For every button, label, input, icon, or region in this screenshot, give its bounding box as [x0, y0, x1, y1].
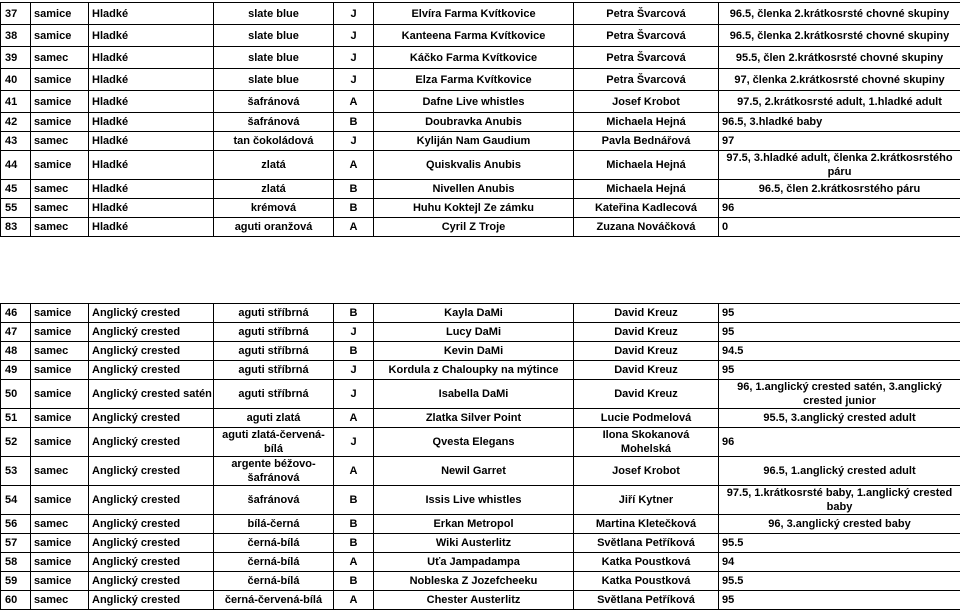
sex-cell: samice: [31, 91, 89, 113]
table-row: [1, 69, 960, 91]
results-table-hladke: [0, 2, 960, 237]
color-cell: zlatá: [214, 151, 334, 180]
animal-name-cell: Qvesta Elegans: [374, 428, 574, 457]
table-row: [1, 304, 960, 323]
breed-cell: Anglický crested: [89, 457, 214, 486]
score-cell: 96: [719, 199, 960, 218]
table-row: [1, 180, 960, 199]
entry-number: 51: [1, 409, 31, 428]
animal-name-cell: Kanteena Farma Kvítkovice: [374, 25, 574, 47]
owner-cell: David Kreuz: [574, 361, 719, 380]
color-cell: šafránová: [214, 486, 334, 515]
sex-cell: samice: [31, 304, 89, 323]
breed-cell: Anglický crested: [89, 572, 214, 591]
score-cell: 96.5, členka 2.krátkosrsté chovné skupiny: [719, 25, 960, 47]
breed-cell: Hladké: [89, 151, 214, 180]
animal-name-cell: Issis Live whistles: [374, 486, 574, 515]
owner-cell: David Kreuz: [574, 323, 719, 342]
entry-number: 45: [1, 180, 31, 199]
breed-cell: Hladké: [89, 199, 214, 218]
color-cell: aguti oranžová: [214, 218, 334, 237]
class-cell: A: [334, 457, 374, 486]
animal-name-cell: Nobleska Z Jozefcheeku: [374, 572, 574, 591]
score-cell: 94.5: [719, 342, 960, 361]
breed-cell: Anglický crested satén: [89, 380, 214, 409]
owner-cell: Petra Švarcová: [574, 47, 719, 69]
owner-cell: Martina Kletečková: [574, 515, 719, 534]
breed-cell: Hladké: [89, 47, 214, 69]
sex-cell: samec: [31, 180, 89, 199]
class-cell: B: [334, 113, 374, 132]
class-cell: J: [334, 323, 374, 342]
color-cell: slate blue: [214, 25, 334, 47]
entry-number: 47: [1, 323, 31, 342]
animal-name-cell: Nivellen Anubis: [374, 180, 574, 199]
owner-cell: Ilona Skokanová Mohelská: [574, 428, 719, 457]
sex-cell: samice: [31, 553, 89, 572]
class-cell: A: [334, 591, 374, 610]
breed-cell: Anglický crested: [89, 534, 214, 553]
sex-cell: samice: [31, 361, 89, 380]
animal-name-cell: Lucy DaMi: [374, 323, 574, 342]
class-cell: B: [334, 534, 374, 553]
sex-cell: samice: [31, 486, 89, 515]
class-cell: J: [334, 132, 374, 151]
color-cell: aguti stříbrná: [214, 342, 334, 361]
sex-cell: samice: [31, 323, 89, 342]
color-cell: černá-červená-bílá: [214, 591, 334, 610]
animal-name-cell: Kayla DaMi: [374, 304, 574, 323]
class-cell: J: [334, 380, 374, 409]
entry-number: 48: [1, 342, 31, 361]
table-row: [1, 591, 960, 610]
color-cell: aguti zlatá: [214, 409, 334, 428]
score-cell: 95.5: [719, 534, 960, 553]
table-row: [1, 113, 960, 132]
class-cell: A: [334, 91, 374, 113]
animal-name-cell: Zlatka Silver Point: [374, 409, 574, 428]
entry-number: 49: [1, 361, 31, 380]
sex-cell: samec: [31, 457, 89, 486]
table-row: [1, 572, 960, 591]
animal-name-cell: Erkan Metropol: [374, 515, 574, 534]
animal-name-cell: Isabella DaMi: [374, 380, 574, 409]
score-cell: 95: [719, 323, 960, 342]
color-cell: aguti stříbrná: [214, 361, 334, 380]
animal-name-cell: Dafne Live whistles: [374, 91, 574, 113]
color-cell: krémová: [214, 199, 334, 218]
sex-cell: samec: [31, 342, 89, 361]
entry-number: 55: [1, 199, 31, 218]
sex-cell: samice: [31, 572, 89, 591]
score-cell: 96, 1.anglický crested satén, 3.anglický crested junior: [719, 380, 960, 409]
score-cell: 96.5, 1.anglický crested adult: [719, 457, 960, 486]
sex-cell: samec: [31, 591, 89, 610]
entry-number: 52: [1, 428, 31, 457]
breed-cell: Anglický crested: [89, 591, 214, 610]
class-cell: A: [334, 218, 374, 237]
score-cell: 95.5: [719, 572, 960, 591]
entry-number: 37: [1, 3, 31, 25]
score-cell: 95: [719, 304, 960, 323]
animal-name-cell: Káčko Farma Kvítkovice: [374, 47, 574, 69]
owner-cell: Pavla Bednářová: [574, 132, 719, 151]
table-row: [1, 3, 960, 25]
color-cell: tan čokoládová: [214, 132, 334, 151]
color-cell: slate blue: [214, 47, 334, 69]
breed-cell: Anglický crested: [89, 428, 214, 457]
animal-name-cell: Uťa Jampadampa: [374, 553, 574, 572]
breed-cell: Hladké: [89, 180, 214, 199]
sex-cell: samice: [31, 25, 89, 47]
color-cell: aguti zlatá-červená-bílá: [214, 428, 334, 457]
class-cell: J: [334, 3, 374, 25]
sex-cell: samice: [31, 151, 89, 180]
color-cell: slate blue: [214, 3, 334, 25]
owner-cell: Světlana Petříková: [574, 534, 719, 553]
score-cell: 0: [719, 218, 960, 237]
animal-name-cell: Wiki Austerlitz: [374, 534, 574, 553]
owner-cell: Petra Švarcová: [574, 25, 719, 47]
owner-cell: Michaela Hejná: [574, 151, 719, 180]
sex-cell: samice: [31, 534, 89, 553]
owner-cell: Josef Krobot: [574, 457, 719, 486]
sex-cell: samice: [31, 380, 89, 409]
entry-number: 54: [1, 486, 31, 515]
entry-number: 58: [1, 553, 31, 572]
entry-number: 50: [1, 380, 31, 409]
table-row: [1, 91, 960, 113]
sex-cell: samice: [31, 409, 89, 428]
class-cell: J: [334, 47, 374, 69]
sex-cell: samice: [31, 69, 89, 91]
entry-number: 60: [1, 591, 31, 610]
table-row: [1, 199, 960, 218]
color-cell: aguti stříbrná: [214, 380, 334, 409]
owner-cell: Petra Švarcová: [574, 3, 719, 25]
sex-cell: samec: [31, 218, 89, 237]
owner-cell: Jiří Kytner: [574, 486, 719, 515]
color-cell: bílá-černá: [214, 515, 334, 534]
class-cell: B: [334, 342, 374, 361]
owner-cell: Katka Poustková: [574, 572, 719, 591]
score-cell: 96.5, 3.hladké baby: [719, 113, 960, 132]
table-row: [1, 486, 960, 515]
class-cell: A: [334, 409, 374, 428]
class-cell: A: [334, 151, 374, 180]
breed-cell: Anglický crested: [89, 553, 214, 572]
table-row: [1, 409, 960, 428]
breed-cell: Hladké: [89, 132, 214, 151]
owner-cell: Michaela Hejná: [574, 113, 719, 132]
entry-number: 56: [1, 515, 31, 534]
table-row: [1, 132, 960, 151]
color-cell: černá-bílá: [214, 572, 334, 591]
table-row: [1, 151, 960, 180]
score-cell: 95: [719, 361, 960, 380]
entry-number: 46: [1, 304, 31, 323]
table-row: [1, 342, 960, 361]
animal-name-cell: Kordula z Chaloupky na mýtince: [374, 361, 574, 380]
owner-cell: David Kreuz: [574, 342, 719, 361]
animal-name-cell: Kyliján Nam Gaudium: [374, 132, 574, 151]
owner-cell: David Kreuz: [574, 304, 719, 323]
entry-number: 40: [1, 69, 31, 91]
color-cell: slate blue: [214, 69, 334, 91]
color-cell: šafránová: [214, 91, 334, 113]
sex-cell: samice: [31, 113, 89, 132]
color-cell: černá-bílá: [214, 553, 334, 572]
breed-cell: Hladké: [89, 218, 214, 237]
table-row: [1, 25, 960, 47]
table-row: [1, 553, 960, 572]
class-cell: B: [334, 180, 374, 199]
score-cell: 95: [719, 591, 960, 610]
breed-cell: Anglický crested: [89, 361, 214, 380]
entry-number: 43: [1, 132, 31, 151]
breed-cell: Anglický crested: [89, 409, 214, 428]
entry-number: 42: [1, 113, 31, 132]
breed-cell: Anglický crested: [89, 304, 214, 323]
breed-cell: Anglický crested: [89, 342, 214, 361]
entry-number: 57: [1, 534, 31, 553]
table-row: [1, 218, 960, 237]
animal-name-cell: Huhu Koktejl Ze zámku: [374, 199, 574, 218]
owner-cell: Josef Krobot: [574, 91, 719, 113]
table-row: [1, 534, 960, 553]
owner-cell: Kateřina Kadlecová: [574, 199, 719, 218]
score-cell: 97: [719, 132, 960, 151]
sex-cell: samec: [31, 47, 89, 69]
score-cell: 94: [719, 553, 960, 572]
entry-number: 83: [1, 218, 31, 237]
table-row: [1, 457, 960, 486]
entry-number: 44: [1, 151, 31, 180]
breed-cell: Hladké: [89, 113, 214, 132]
animal-name-cell: Chester Austerlitz: [374, 591, 574, 610]
owner-cell: Katka Poustková: [574, 553, 719, 572]
score-cell: 96.5, členka 2.krátkosrsté chovné skupiny: [719, 3, 960, 25]
entry-number: 53: [1, 457, 31, 486]
sex-cell: samec: [31, 199, 89, 218]
class-cell: B: [334, 515, 374, 534]
animal-name-cell: Kevin DaMi: [374, 342, 574, 361]
class-cell: B: [334, 572, 374, 591]
animal-name-cell: Doubravka Anubis: [374, 113, 574, 132]
table-row: [1, 323, 960, 342]
score-cell: 96: [719, 428, 960, 457]
breed-cell: Anglický crested: [89, 486, 214, 515]
entry-number: 59: [1, 572, 31, 591]
score-cell: 96, 3.anglický crested baby: [719, 515, 960, 534]
sex-cell: samec: [31, 132, 89, 151]
color-cell: aguti stříbrná: [214, 323, 334, 342]
score-cell: 97.5, 2.krátkosrsté adult, 1.hladké adult: [719, 91, 960, 113]
class-cell: J: [334, 25, 374, 47]
breed-cell: Hladké: [89, 25, 214, 47]
score-cell: 96.5, člen 2.krátkosrstého páru: [719, 180, 960, 199]
table-row: [1, 515, 960, 534]
breed-cell: Hladké: [89, 3, 214, 25]
entry-number: 41: [1, 91, 31, 113]
class-cell: B: [334, 304, 374, 323]
owner-cell: Lucie Podmelová: [574, 409, 719, 428]
class-cell: A: [334, 553, 374, 572]
color-cell: černá-bílá: [214, 534, 334, 553]
owner-cell: Zuzana Nováčková: [574, 218, 719, 237]
sex-cell: samice: [31, 428, 89, 457]
entry-number: 39: [1, 47, 31, 69]
animal-name-cell: Elvíra Farma Kvítkovice: [374, 3, 574, 25]
table-row: [1, 361, 960, 380]
owner-cell: Michaela Hejná: [574, 180, 719, 199]
class-cell: J: [334, 428, 374, 457]
breed-cell: Anglický crested: [89, 323, 214, 342]
animal-name-cell: Newil Garret: [374, 457, 574, 486]
animal-name-cell: Quiskvalis Anubis: [374, 151, 574, 180]
score-cell: 97.5, 1.krátkosrsté baby, 1.anglický crested baby: [719, 486, 960, 515]
class-cell: B: [334, 486, 374, 515]
class-cell: J: [334, 69, 374, 91]
animal-name-cell: Elza Farma Kvítkovice: [374, 69, 574, 91]
breed-cell: Hladké: [89, 91, 214, 113]
class-cell: B: [334, 199, 374, 218]
owner-cell: David Kreuz: [574, 380, 719, 409]
table-row: [1, 47, 960, 69]
score-cell: 95.5, 3.anglický crested adult: [719, 409, 960, 428]
color-cell: šafránová: [214, 113, 334, 132]
table-row: [1, 380, 960, 409]
color-cell: argente béžovo-šafránová: [214, 457, 334, 486]
score-cell: 97, členka 2.krátkosrsté chovné skupiny: [719, 69, 960, 91]
owner-cell: Petra Švarcová: [574, 69, 719, 91]
animal-name-cell: Cyril Z Troje: [374, 218, 574, 237]
table-row: [1, 428, 960, 457]
entry-number: 38: [1, 25, 31, 47]
breed-cell: Anglický crested: [89, 515, 214, 534]
sex-cell: samec: [31, 515, 89, 534]
score-cell: 97.5, 3.hladké adult, členka 2.krátkosrstého páru: [719, 151, 960, 180]
score-cell: 95.5, člen 2.krátkosrsté chovné skupiny: [719, 47, 960, 69]
results-table-anglicky-crested: [0, 303, 960, 610]
class-cell: J: [334, 361, 374, 380]
sex-cell: samice: [31, 3, 89, 25]
breed-cell: Hladké: [89, 69, 214, 91]
color-cell: zlatá: [214, 180, 334, 199]
owner-cell: Světlana Petříková: [574, 591, 719, 610]
color-cell: aguti stříbrná: [214, 304, 334, 323]
